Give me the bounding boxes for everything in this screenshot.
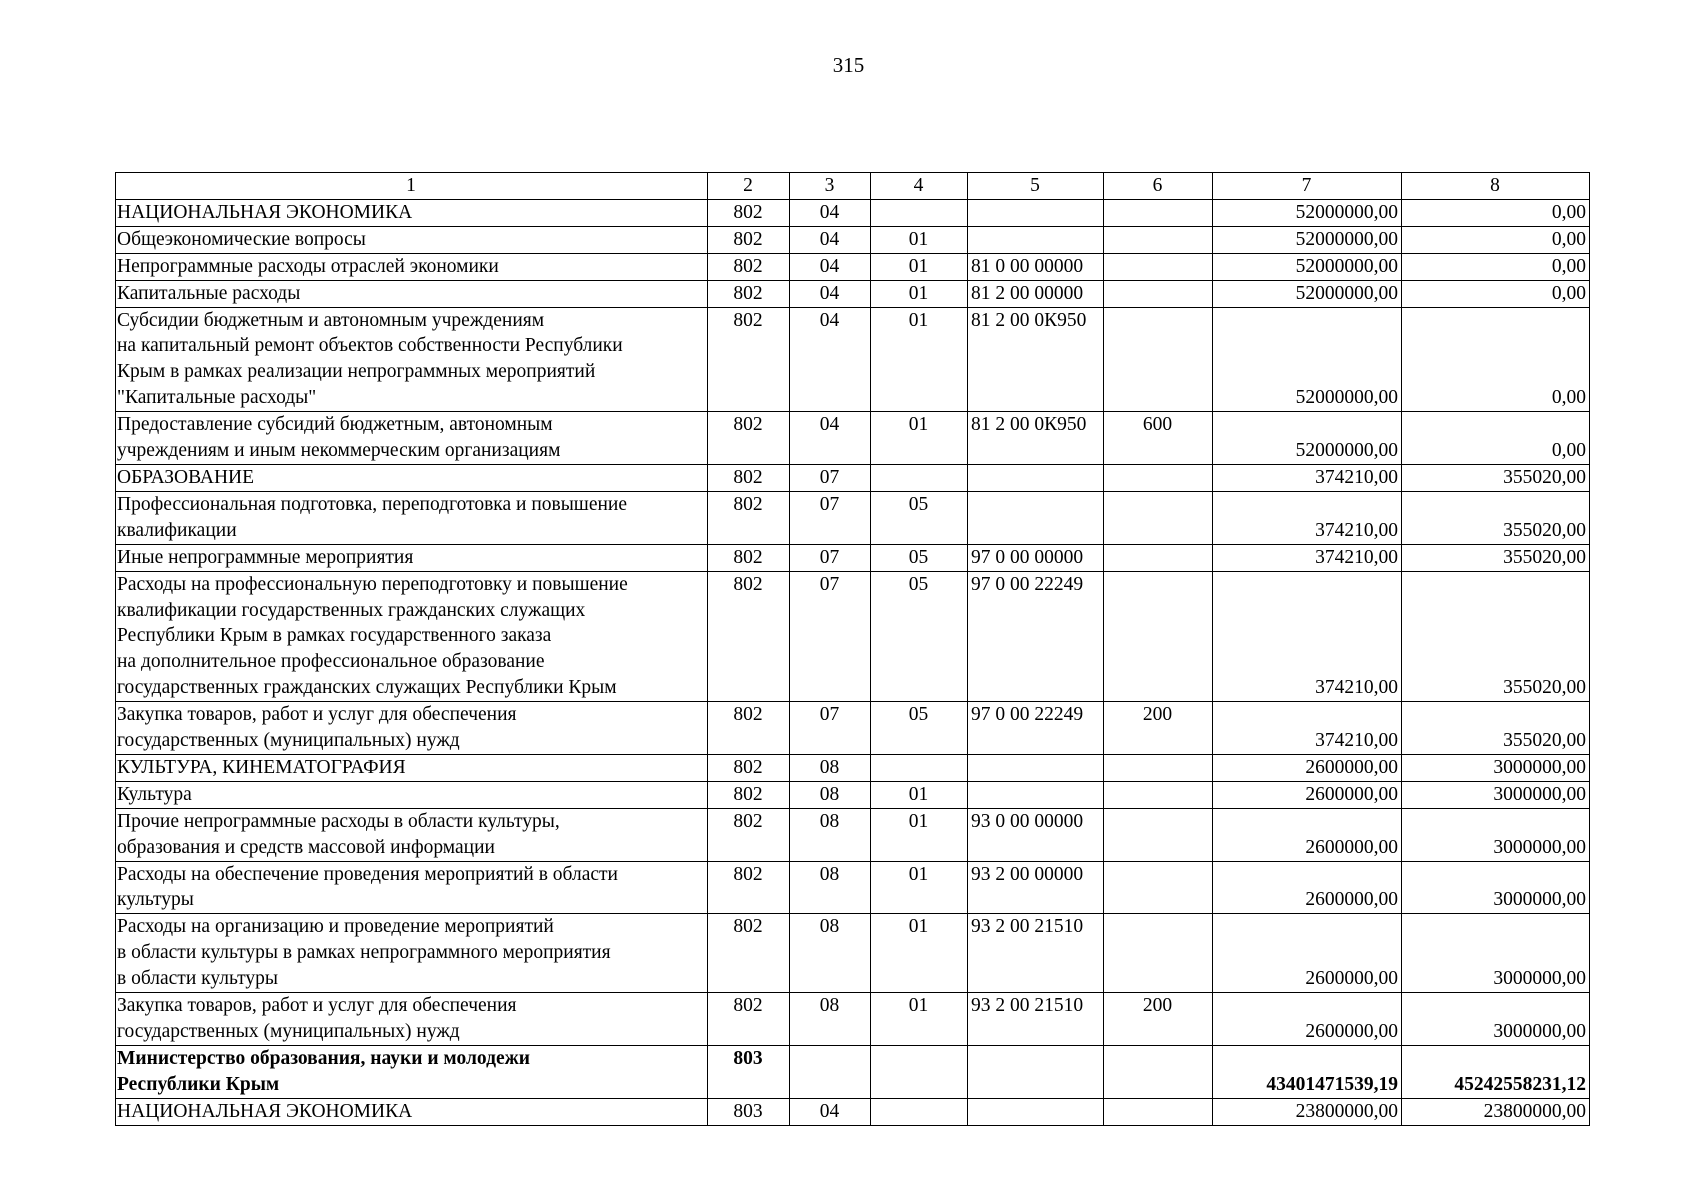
amount-column-7: 2600000,00 xyxy=(1213,914,1402,993)
row-description: Прочие непрограммные расходы в области культуры, образования и средств массовой информации xyxy=(116,808,708,861)
row-description: Культура xyxy=(116,781,708,808)
section-code: 04 xyxy=(790,199,871,226)
table-row xyxy=(116,253,1590,280)
expense-type-code: 200 xyxy=(1104,993,1213,1046)
target-article-code: 97 0 00 22249 xyxy=(968,571,1104,702)
column-header: 8 xyxy=(1402,173,1590,200)
row-description: НАЦИОНАЛЬНАЯ ЭКОНОМИКА xyxy=(116,1098,708,1125)
amount-column-7: 52000000,00 xyxy=(1213,253,1402,280)
ministry-code: 802 xyxy=(708,808,790,861)
amount-column-8: 45242558231,12 xyxy=(1402,1045,1590,1098)
expense-type-code xyxy=(1104,307,1213,412)
subsection-code: 01 xyxy=(871,307,968,412)
amount-column-8: 0,00 xyxy=(1402,253,1590,280)
expense-type-code xyxy=(1104,464,1213,491)
table-row xyxy=(116,1098,1590,1125)
target-article-code: 93 2 00 21510 xyxy=(968,993,1104,1046)
expense-type-code: 200 xyxy=(1104,702,1213,755)
target-article-code xyxy=(968,199,1104,226)
table-row xyxy=(116,464,1590,491)
target-article-code xyxy=(968,781,1104,808)
ministry-code: 802 xyxy=(708,914,790,993)
row-description: Расходы на организацию и проведение мероприятий в области культуры в рамках непрограммного мероприятия в области культуры xyxy=(116,914,708,993)
ministry-code: 803 xyxy=(708,1098,790,1125)
expense-type-code xyxy=(1104,491,1213,544)
amount-column-8: 355020,00 xyxy=(1402,491,1590,544)
amount-column-7: 52000000,00 xyxy=(1213,280,1402,307)
expense-type-code xyxy=(1104,914,1213,993)
ministry-code: 802 xyxy=(708,280,790,307)
ministry-code: 802 xyxy=(708,781,790,808)
row-description: Предоставление субсидий бюджетным, автономным учреждениям и иным некоммерческим организациям xyxy=(116,412,708,465)
amount-column-8: 0,00 xyxy=(1402,307,1590,412)
row-description: НАЦИОНАЛЬНАЯ ЭКОНОМИКА xyxy=(116,199,708,226)
section-code: 04 xyxy=(790,253,871,280)
row-description: Министерство образования, науки и молодежи Республики Крым xyxy=(116,1045,708,1098)
section-code: 08 xyxy=(790,754,871,781)
amount-column-8: 0,00 xyxy=(1402,412,1590,465)
section-code: 04 xyxy=(790,1098,871,1125)
expense-type-code xyxy=(1104,808,1213,861)
amount-column-7: 2600000,00 xyxy=(1213,993,1402,1046)
ministry-code: 802 xyxy=(708,464,790,491)
subsection-code: 01 xyxy=(871,993,968,1046)
amount-column-7: 23800000,00 xyxy=(1213,1098,1402,1125)
table-row xyxy=(116,861,1590,914)
amount-column-7: 2600000,00 xyxy=(1213,754,1402,781)
ministry-code: 802 xyxy=(708,571,790,702)
column-header: 1 xyxy=(116,173,708,200)
subsection-code xyxy=(871,754,968,781)
amount-column-7: 43401471539,19 xyxy=(1213,1045,1402,1098)
amount-column-7: 374210,00 xyxy=(1213,491,1402,544)
subsection-code: 01 xyxy=(871,861,968,914)
amount-column-7: 374210,00 xyxy=(1213,464,1402,491)
subsection-code xyxy=(871,464,968,491)
target-article-code xyxy=(968,1045,1104,1098)
ministry-code: 802 xyxy=(708,861,790,914)
subsection-code: 05 xyxy=(871,571,968,702)
budget-table xyxy=(115,172,1590,1126)
target-article-code: 81 0 00 00000 xyxy=(968,253,1104,280)
subsection-code: 05 xyxy=(871,544,968,571)
section-code: 08 xyxy=(790,781,871,808)
table-row xyxy=(116,808,1590,861)
ministry-code: 802 xyxy=(708,993,790,1046)
row-description: Непрограммные расходы отраслей экономики xyxy=(116,253,708,280)
table-body xyxy=(116,173,1590,1126)
amount-column-8: 3000000,00 xyxy=(1402,781,1590,808)
ministry-code: 802 xyxy=(708,544,790,571)
amount-column-8: 0,00 xyxy=(1402,199,1590,226)
ministry-code: 802 xyxy=(708,702,790,755)
section-code: 08 xyxy=(790,993,871,1046)
amount-column-8: 3000000,00 xyxy=(1402,861,1590,914)
section-code: 07 xyxy=(790,571,871,702)
table-row xyxy=(116,754,1590,781)
subsection-code xyxy=(871,199,968,226)
subsection-code: 05 xyxy=(871,702,968,755)
row-description: Субсидии бюджетным и автономным учреждениям на капитальный ремонт объектов собственности Республики Крым в рамках реализации непрограммных мероприятий "Капитальные расходы" xyxy=(116,307,708,412)
section-code: 08 xyxy=(790,808,871,861)
target-article-code: 97 0 00 22249 xyxy=(968,702,1104,755)
amount-column-8: 355020,00 xyxy=(1402,702,1590,755)
row-description: Расходы на профессиональную переподготовку и повышение квалификации государственных гражданских служащих Республики Крым в рамках государственного заказа на дополнительное профессиональное образование государственных гражданских служащих Республики Крым xyxy=(116,571,708,702)
table-row xyxy=(116,226,1590,253)
table-row xyxy=(116,199,1590,226)
row-description: ОБРАЗОВАНИЕ xyxy=(116,464,708,491)
target-article-code: 93 2 00 00000 xyxy=(968,861,1104,914)
ministry-code: 803 xyxy=(708,1045,790,1098)
row-description: КУЛЬТУРА, КИНЕМАТОГРАФИЯ xyxy=(116,754,708,781)
amount-column-8: 0,00 xyxy=(1402,226,1590,253)
subsection-code xyxy=(871,1098,968,1125)
expense-type-code xyxy=(1104,571,1213,702)
subsection-code: 01 xyxy=(871,781,968,808)
amount-column-7: 2600000,00 xyxy=(1213,808,1402,861)
expense-type-code xyxy=(1104,280,1213,307)
ministry-code: 802 xyxy=(708,199,790,226)
amount-column-7: 52000000,00 xyxy=(1213,412,1402,465)
table-row xyxy=(116,491,1590,544)
amount-column-8: 0,00 xyxy=(1402,280,1590,307)
expense-type-code xyxy=(1104,544,1213,571)
section-code: 07 xyxy=(790,464,871,491)
ministry-code: 802 xyxy=(708,412,790,465)
expense-type-code xyxy=(1104,754,1213,781)
amount-column-7: 374210,00 xyxy=(1213,702,1402,755)
target-article-code: 81 2 00 0К950 xyxy=(968,412,1104,465)
section-code: 08 xyxy=(790,861,871,914)
target-article-code xyxy=(968,226,1104,253)
column-header: 2 xyxy=(708,173,790,200)
row-description: Закупка товаров, работ и услуг для обеспечения государственных (муниципальных) нужд xyxy=(116,993,708,1046)
row-description: Капитальные расходы xyxy=(116,280,708,307)
amount-column-8: 3000000,00 xyxy=(1402,808,1590,861)
target-article-code xyxy=(968,754,1104,781)
subsection-code xyxy=(871,1045,968,1098)
table-row xyxy=(116,1045,1590,1098)
section-code: 04 xyxy=(790,226,871,253)
section-code: 07 xyxy=(790,544,871,571)
amount-column-7: 2600000,00 xyxy=(1213,861,1402,914)
section-code: 07 xyxy=(790,702,871,755)
expense-type-code xyxy=(1104,1045,1213,1098)
target-article-code xyxy=(968,491,1104,544)
subsection-code: 01 xyxy=(871,412,968,465)
amount-column-8: 3000000,00 xyxy=(1402,914,1590,993)
amount-column-8: 355020,00 xyxy=(1402,571,1590,702)
table-row xyxy=(116,571,1590,702)
column-header: 4 xyxy=(871,173,968,200)
target-article-code xyxy=(968,1098,1104,1125)
table-row xyxy=(116,412,1590,465)
column-header: 6 xyxy=(1104,173,1213,200)
row-description: Общеэкономические вопросы xyxy=(116,226,708,253)
row-description: Закупка товаров, работ и услуг для обеспечения государственных (муниципальных) нужд xyxy=(116,702,708,755)
amount-column-8: 23800000,00 xyxy=(1402,1098,1590,1125)
table-row xyxy=(116,781,1590,808)
subsection-code: 05 xyxy=(871,491,968,544)
ministry-code: 802 xyxy=(708,226,790,253)
column-header: 7 xyxy=(1213,173,1402,200)
section-code: 04 xyxy=(790,280,871,307)
table-row xyxy=(116,544,1590,571)
table-row xyxy=(116,993,1590,1046)
subsection-code: 01 xyxy=(871,808,968,861)
row-description: Профессиональная подготовка, переподготовка и повышение квалификации xyxy=(116,491,708,544)
row-description: Иные непрограммные мероприятия xyxy=(116,544,708,571)
table-row xyxy=(116,307,1590,412)
target-article-code xyxy=(968,464,1104,491)
subsection-code: 01 xyxy=(871,253,968,280)
target-article-code: 97 0 00 00000 xyxy=(968,544,1104,571)
ministry-code: 802 xyxy=(708,491,790,544)
page-number: 315 xyxy=(832,53,865,77)
subsection-code: 01 xyxy=(871,914,968,993)
amount-column-7: 52000000,00 xyxy=(1213,307,1402,412)
ministry-code: 802 xyxy=(708,307,790,412)
expense-type-code xyxy=(1104,253,1213,280)
table-row xyxy=(116,914,1590,993)
amount-column-8: 3000000,00 xyxy=(1402,754,1590,781)
amount-column-7: 2600000,00 xyxy=(1213,781,1402,808)
subsection-code: 01 xyxy=(871,226,968,253)
section-code: 08 xyxy=(790,914,871,993)
table-row xyxy=(116,280,1590,307)
expense-type-code xyxy=(1104,226,1213,253)
amount-column-7: 52000000,00 xyxy=(1213,199,1402,226)
amount-column-8: 3000000,00 xyxy=(1402,993,1590,1046)
amount-column-7: 374210,00 xyxy=(1213,544,1402,571)
ministry-code: 802 xyxy=(708,754,790,781)
section-code: 04 xyxy=(790,307,871,412)
column-number-row xyxy=(116,173,1590,200)
column-header: 3 xyxy=(790,173,871,200)
target-article-code: 81 2 00 0К950 xyxy=(968,307,1104,412)
expense-type-code xyxy=(1104,781,1213,808)
row-description: Расходы на обеспечение проведения мероприятий в области культуры xyxy=(116,861,708,914)
target-article-code: 93 2 00 21510 xyxy=(968,914,1104,993)
expense-type-code xyxy=(1104,861,1213,914)
target-article-code: 93 0 00 00000 xyxy=(968,808,1104,861)
subsection-code: 01 xyxy=(871,280,968,307)
section-code: 04 xyxy=(790,412,871,465)
expense-type-code xyxy=(1104,1098,1213,1125)
expense-type-code xyxy=(1104,199,1213,226)
target-article-code: 81 2 00 00000 xyxy=(968,280,1104,307)
section-code: 07 xyxy=(790,491,871,544)
section-code xyxy=(790,1045,871,1098)
table-row xyxy=(116,702,1590,755)
amount-column-8: 355020,00 xyxy=(1402,464,1590,491)
amount-column-8: 355020,00 xyxy=(1402,544,1590,571)
column-header: 5 xyxy=(968,173,1104,200)
ministry-code: 802 xyxy=(708,253,790,280)
expense-type-code: 600 xyxy=(1104,412,1213,465)
amount-column-7: 374210,00 xyxy=(1213,571,1402,702)
amount-column-7: 52000000,00 xyxy=(1213,226,1402,253)
